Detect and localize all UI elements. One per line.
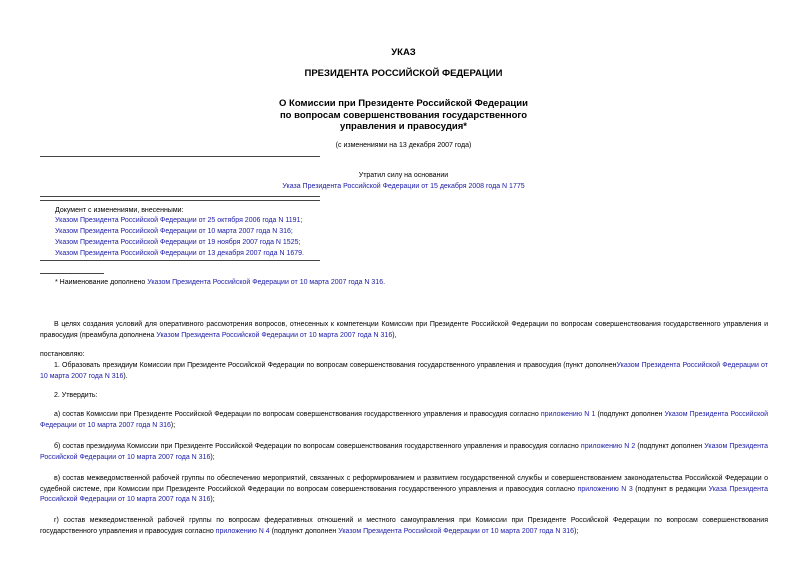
paragraph-text: (подпункт в редакции <box>632 485 709 493</box>
footnote-link[interactable]: Указом Президента Российской Федерации от 10 марта 2007 года N 316 <box>147 279 384 286</box>
preamble-link[interactable]: Указом Президента Российской Федерации от 10 марта 2007 года N 316 <box>156 331 393 339</box>
invalid-label: Утратил силу на основании <box>358 172 449 179</box>
paragraph-text: а) состав Комиссии при Президенте Российской Федерации по вопросам совершенствования государственного управления и правосудия согласно <box>54 411 541 418</box>
paragraph-end: ); <box>170 421 176 429</box>
amendments-block <box>55 206 304 259</box>
paragraph-link[interactable]: Указом Президента Российской Федерации от 10 марта 2007 года N 316 <box>40 411 769 429</box>
paragraph-link[interactable]: Указом Президента Российской Федерации от 10 марта 2007 года N 316 <box>338 527 575 535</box>
paragraph-text: в) состав межведомственной рабочей группы по обеспечению мероприятий, связанных с реформированием и развитием государственной службы и совершенствованием законодательства Российской Федерации о судебной системе, при Комиссии при Президенте Российской Федерации по вопросам совершенствования государственного управления и правосудия согласно <box>40 475 768 493</box>
divider <box>40 200 320 201</box>
appendix-link[interactable]: приложению N 4 <box>215 527 270 535</box>
paragraph-link[interactable]: Указом Президента Российской Федерации от 10 марта 2007 года N 316 <box>40 362 769 380</box>
paragraph-end: ); <box>574 527 579 535</box>
changes-note: (с изменениями на 13 декабря 2007 года) <box>335 142 472 149</box>
heading-line: О Комиссии при Президенте Российской Федерации <box>279 98 528 109</box>
paragraph-text: (подпункт дополнен <box>269 527 339 535</box>
subparagraph-b <box>40 442 768 463</box>
paragraph-1 <box>40 361 768 382</box>
subparagraph-g <box>40 516 768 537</box>
invalid-link[interactable]: Указа Президента Российской Федерации от 15 декабря 2008 года N 1775 <box>282 183 525 190</box>
footnote-text: * Наименование дополнено <box>55 279 148 286</box>
document-title: УКАЗ <box>391 47 416 58</box>
paragraph-text: 1. Образовать президиум Комиссии при Президенте Российской Федерации по вопросам совершенствования государственного управления и правосудия (пункт дополнен <box>54 362 617 369</box>
amendment-link[interactable]: Указом Президента Российской Федерации от 25 октября 2006 года N 1191; <box>55 217 303 224</box>
appendix-link[interactable]: приложению N 1 <box>540 411 596 418</box>
heading-line: по вопросам совершенствования государственного <box>279 109 528 121</box>
paragraph-text: (подпункт дополнен <box>595 411 665 418</box>
amendment-link[interactable]: Указом Президента Российской Федерации от 13 декабря 2007 года N 1679. <box>55 250 304 257</box>
footnote <box>55 278 385 287</box>
paragraph-end: ); <box>210 453 215 461</box>
divider <box>40 156 320 157</box>
divider <box>40 196 320 197</box>
document-heading <box>0 98 807 133</box>
subparagraph-v <box>40 474 768 506</box>
preamble-paragraph <box>40 320 768 341</box>
preamble-text: В целях создания условий для оперативного рассмотрения вопросов, отнесенных к компетенции Комиссии при Президенте Российской Федерации по вопросам совершенствования государственного управления и правосудия (преамбула дополнена <box>40 321 768 339</box>
paragraph-text: б) состав президиума Комиссии при Президенте Российской Федерации по вопросам совершенствования государственного управления и правосудия согласно <box>54 443 581 450</box>
document-subtitle: ПРЕЗИДЕНТА РОССИЙСКОЙ ФЕДЕРАЦИИ <box>304 68 503 79</box>
paragraph-link[interactable]: Указом Президента Российской Федерации от 10 марта 2007 года N 316 <box>40 443 769 461</box>
heading-line: управления и правосудия* <box>340 121 467 132</box>
paragraph-end: ); <box>210 496 215 503</box>
footnote-end: . <box>383 279 386 286</box>
paragraph-text: (подпункт дополнен <box>635 443 705 450</box>
appendix-link[interactable]: приложению N 2 <box>580 443 636 450</box>
paragraph-link[interactable]: Указа Президента Российской Федерации от 10 марта 2007 года N 316 <box>40 485 769 503</box>
decree-word: постановляю: <box>40 351 85 358</box>
paragraph-end: ). <box>123 372 128 380</box>
amendments-intro: Документ с изменениями, внесенными: <box>55 207 184 214</box>
appendix-link[interactable]: приложению N 3 <box>577 485 633 493</box>
amendment-link[interactable]: Указом Президента Российской Федерации от 10 марта 2007 года N 316; <box>55 228 293 235</box>
paragraph-2: 2. Утвердить: <box>54 392 98 399</box>
paragraph-text: г) состав межведомственной рабочей группы по вопросам федеративных отношений и местного самоуправления при Комиссии при Президенте Российской Федерации по вопросам совершенствования государственного управления и правосудия согласно <box>40 517 768 535</box>
subparagraph-a <box>40 410 768 431</box>
amendment-link[interactable]: Указом Президента Российской Федерации от 19 ноября 2007 года N 1525; <box>55 239 301 246</box>
preamble-end: ), <box>392 331 397 339</box>
footnote-divider <box>40 273 104 274</box>
divider <box>40 260 320 261</box>
